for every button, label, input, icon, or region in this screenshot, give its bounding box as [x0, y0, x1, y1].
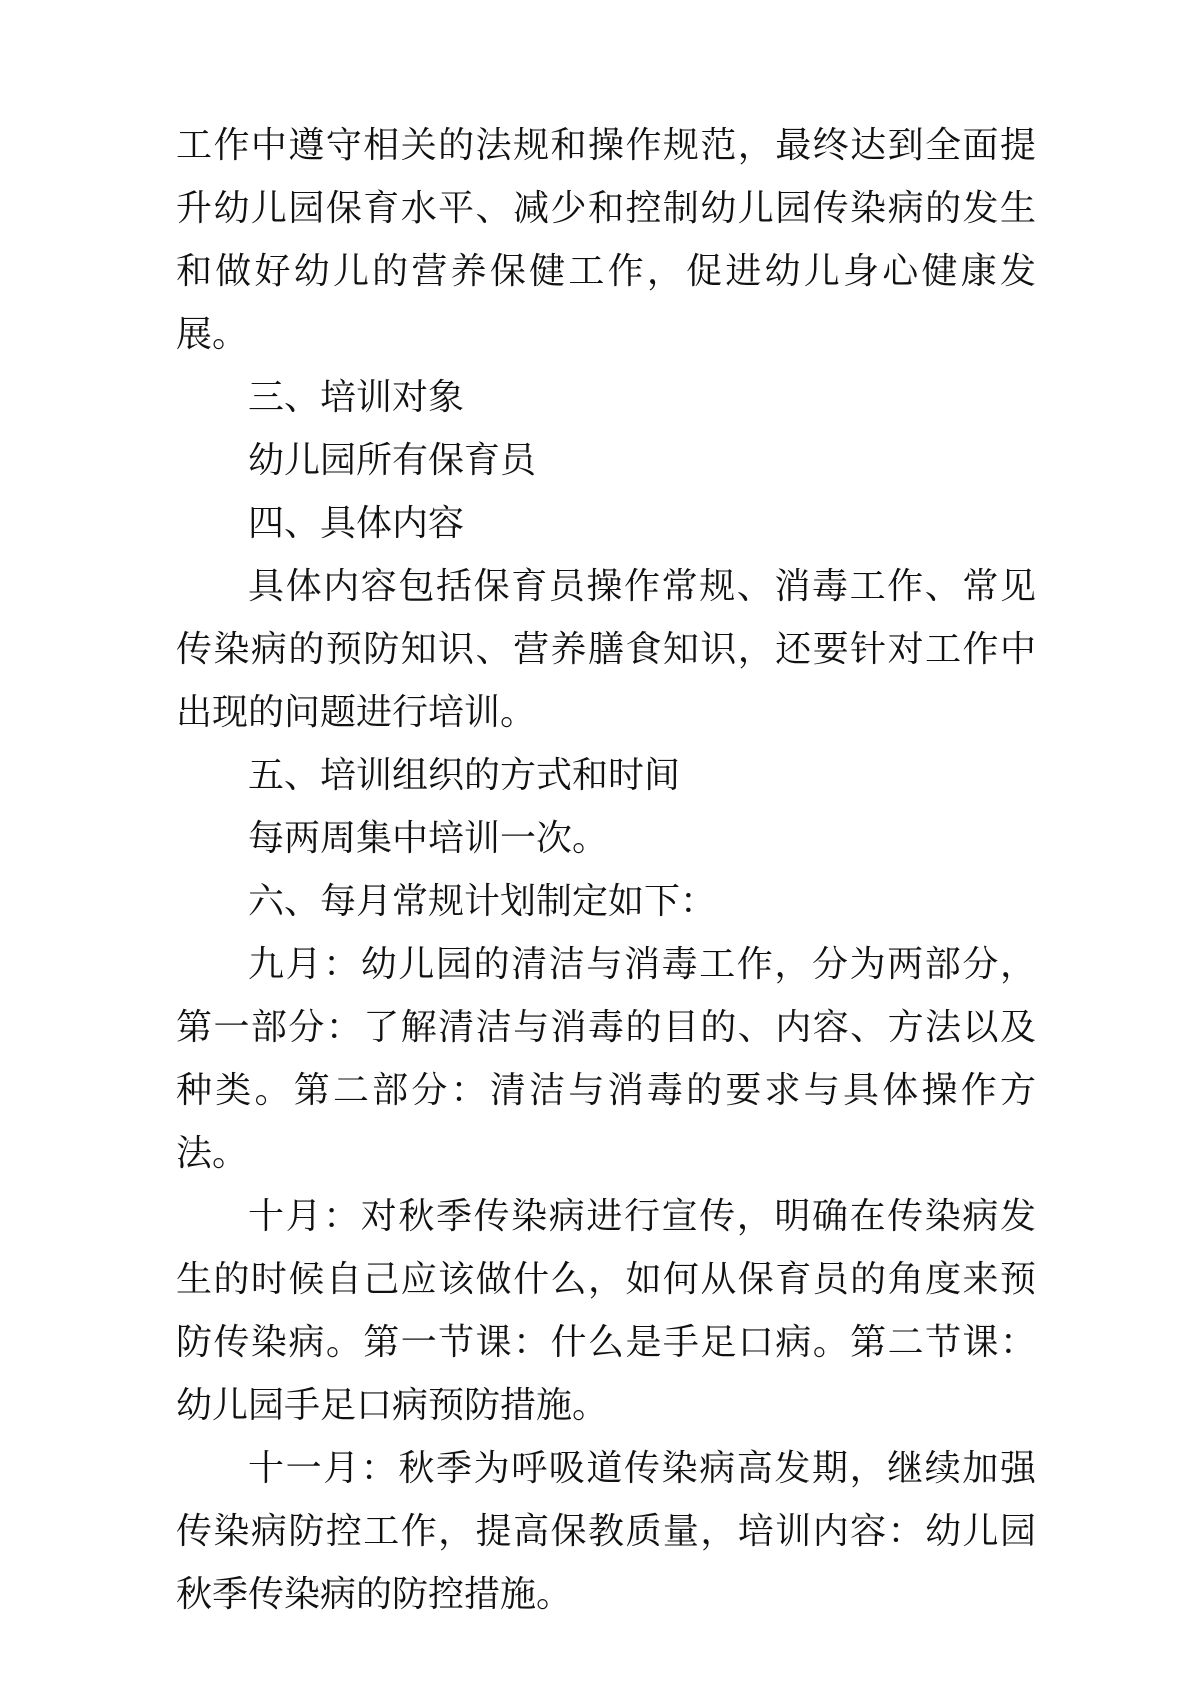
- paragraph-organization-time: 每两周集中培训一次。: [248, 818, 609, 859]
- heading-organization-time: 五、培训组织的方式和时间: [248, 755, 681, 796]
- paragraph-october: 十月：对秋季传染病进行宣传，明确在传染病发生的时候自己应该做什么，如何从保育员的角度来预防传染病。第一节课：什么是手足口病。第二节课：幼儿园手足口病预防措施。: [176, 1196, 1036, 1426]
- paragraph-september: 九月：幼儿园的清洁与消毒工作，分为两部分，第一部分：了解清洁与消毒的目的、内容、方法以及种类。第二部分：清洁与消毒的要求与具体操作方法。: [176, 944, 1036, 1174]
- document-body: [176, 114, 1036, 1626]
- heading-monthly-plan: 六、每月常规计划制定如下：: [248, 881, 717, 922]
- heading-specific-content: 四、具体内容: [248, 503, 465, 544]
- heading-training-target: 三、培训对象: [248, 377, 465, 418]
- paragraph-specific-content: 具体内容包括保育员操作常规、消毒工作、常见传染病的预防知识、营养膳食知识，还要针对工作中出现的问题进行培训。: [176, 566, 1036, 733]
- paragraph-continuation: 工作中遵守相关的法规和操作规范，最终达到全面提升幼儿园保育水平、减少和控制幼儿园传染病的发生和做好幼儿的营养保健工作，促进幼儿身心健康发展。: [176, 125, 1036, 355]
- paragraph-november: 十一月：秋季为呼吸道传染病高发期，继续加强传染病防控工作，提高保教质量，培训内容：幼儿园秋季传染病的防控措施。: [176, 1448, 1036, 1615]
- paragraph-training-target: 幼儿园所有保育员: [248, 440, 537, 481]
